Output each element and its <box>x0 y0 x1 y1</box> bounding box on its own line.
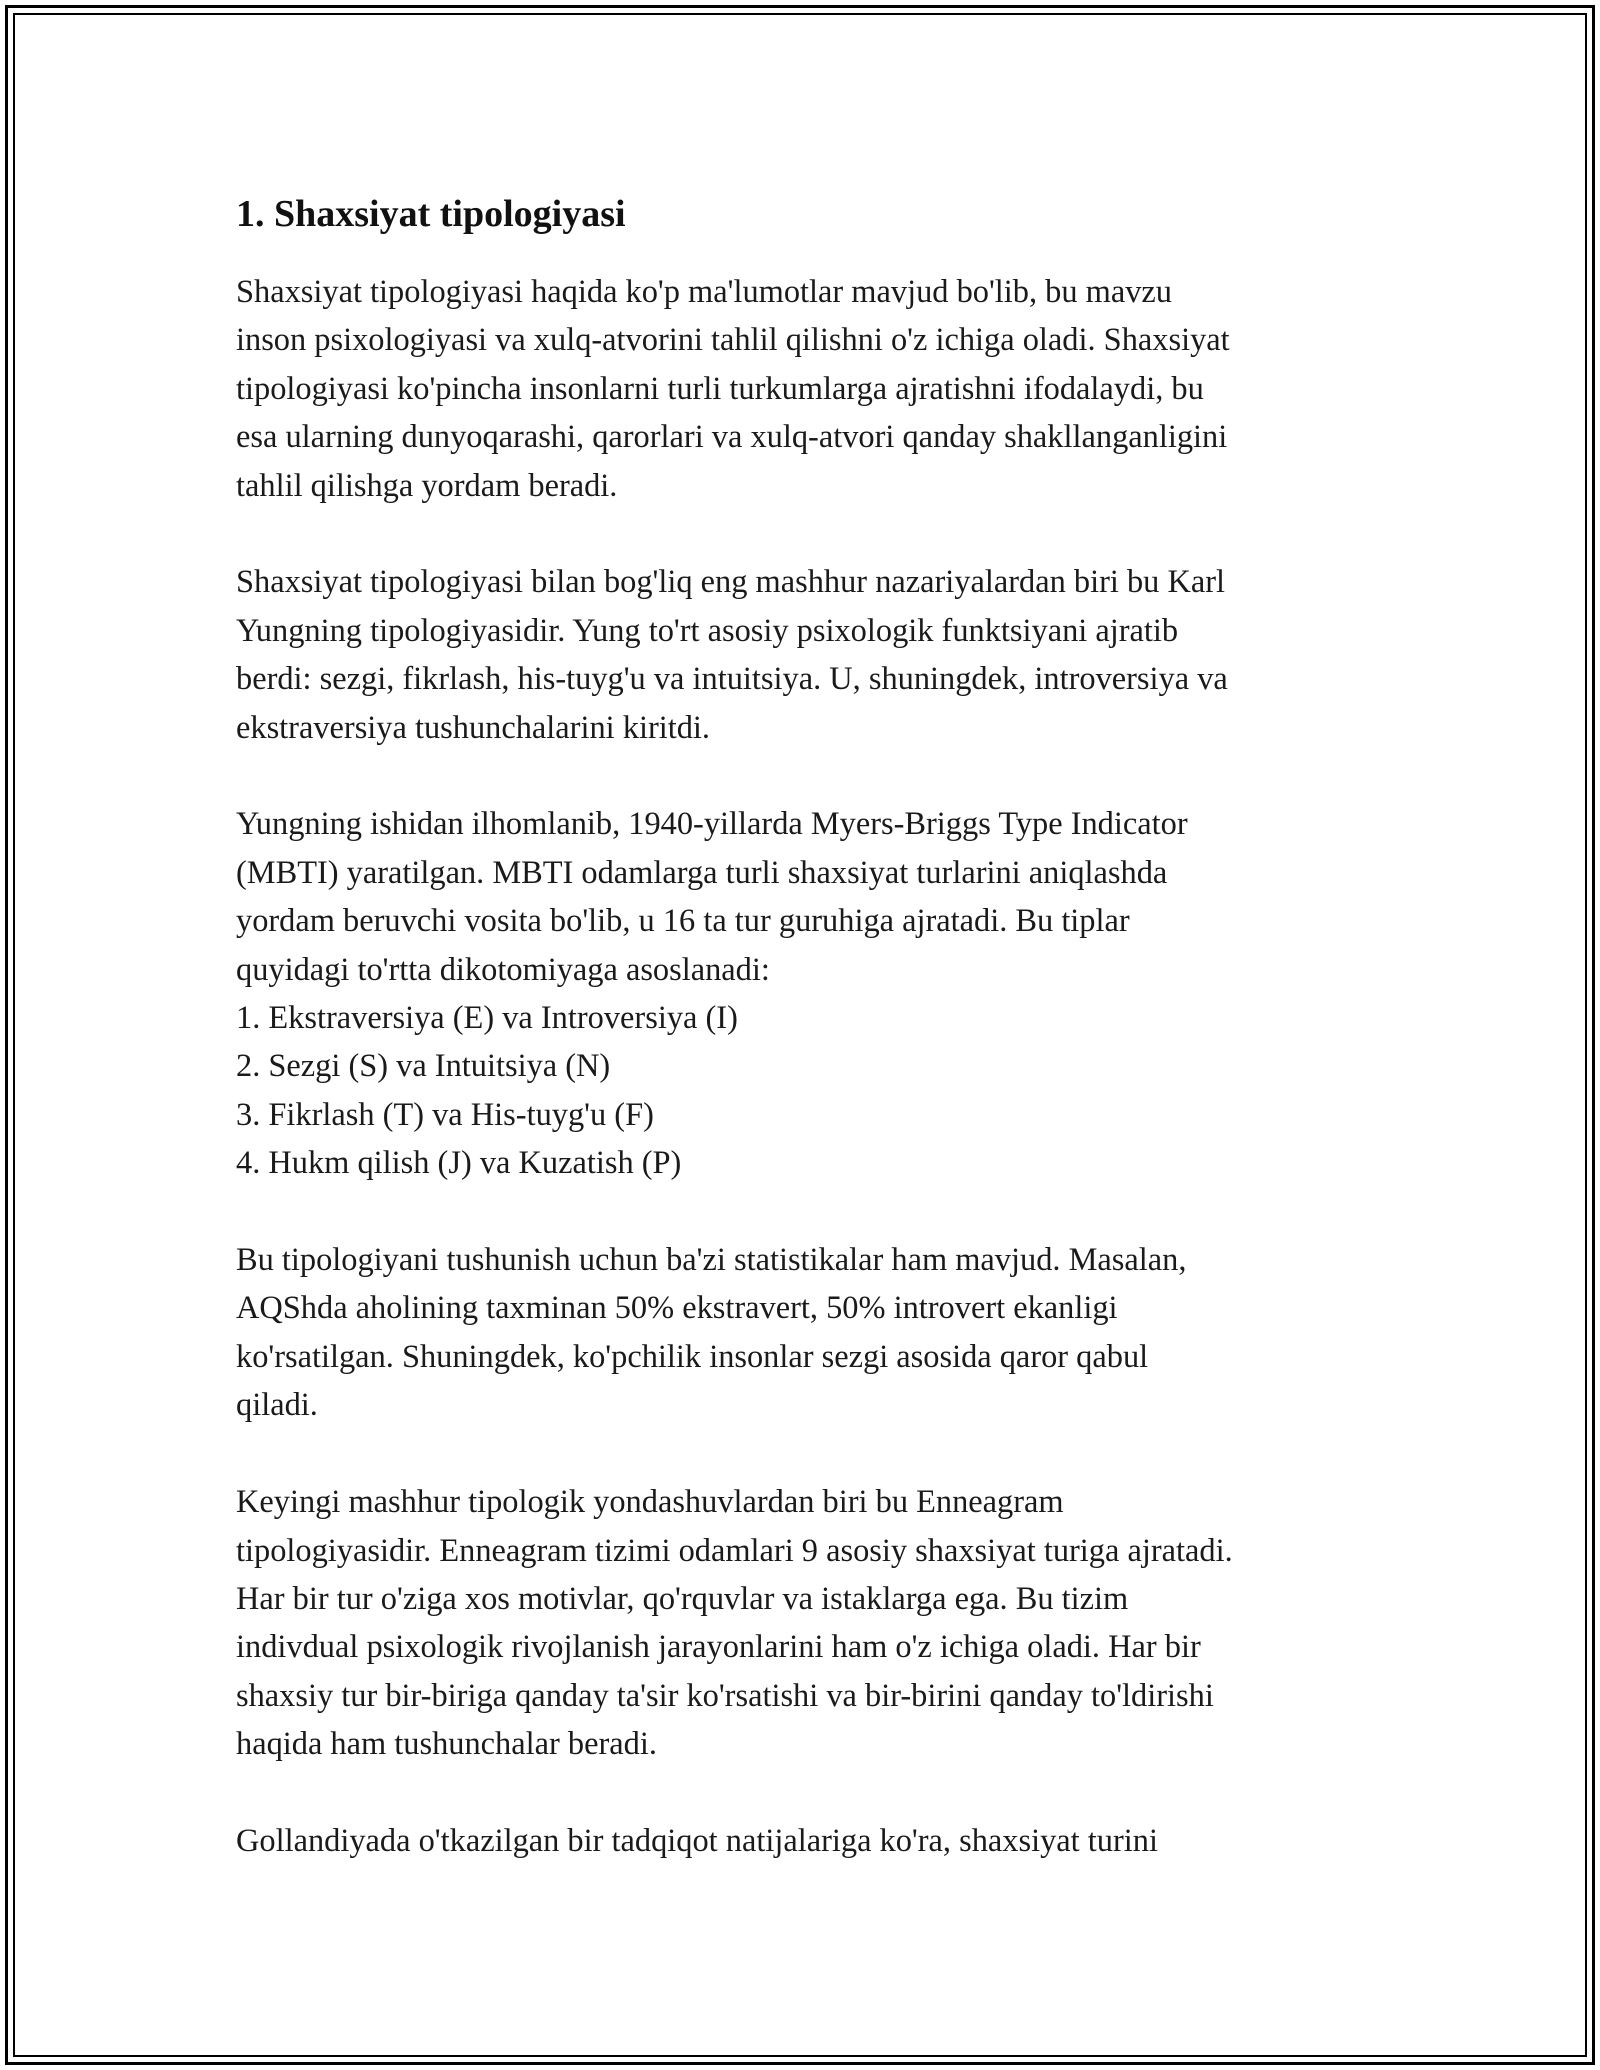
document-body <box>236 268 1376 1865</box>
text-line: Bu tipologiyani tushunish uchun ba'zi statistikalar ham mavjud. Masalan, <box>236 1242 1187 1279</box>
text-line: Shaxsiyat tipologiyasi haqida ko'p ma'lumotlar mavjud bo'lib, bu mavzu <box>236 274 1173 310</box>
text-line: Shaxsiyat tipologiyasi bilan bog'liq eng mashhur nazariyalardan biri bu Karl <box>236 564 1226 601</box>
paragraph <box>236 1478 1376 1768</box>
text-line: inson psixologiyasi va xulq-atvorini tahlil qilishni o'z ichiga oladi. Shaxsiyat <box>236 322 1230 359</box>
text-line: tipologiyasidir. Enneagram tizimi odamlari 9 asosiy shaxsiyat turiga ajratadi. <box>236 1532 1233 1569</box>
text-line: ekstraversiya tushunchalarini kiritdi. <box>236 709 711 746</box>
paragraph <box>236 800 1376 1187</box>
section-title: 1. Shaxsiyat tipologiyasi <box>236 193 626 235</box>
text-line: shaxsiy tur bir-biriga qanday ta'sir ko'rsatishi va bir-birini qanday to'ldirishi <box>236 1677 1214 1714</box>
text-line: 3. Fikrlash (T) va His-tuyg'u (F) <box>236 1096 654 1133</box>
text-line: Har bir tur o'ziga xos motivlar, qo'rquvlar va istaklarga ega. Bu tizim <box>236 1580 1129 1617</box>
text-line: Yungning tipologiyasidir. Yung to'rt asosiy psixologik funktsiyani ajratib <box>236 612 1179 649</box>
text-line: Gollandiyada o'tkazilgan bir tadqiqot natijalariga ko'ra, shaxsiyat turini <box>236 1822 1158 1859</box>
paragraph <box>236 1817 1376 1865</box>
text-line: berdi: sezgi, fikrlash, his-tuyg'u va intuitsiya. U, shuningdek, introversiya va <box>236 661 1228 698</box>
text-line: yordam beruvchi vosita bo'lib, u 16 ta tur guruhiga ajratadi. Bu tiplar <box>236 903 1130 940</box>
text-line: AQShda aholining taxminan 50% ekstravert, 50% introvert ekanligi <box>236 1290 1118 1327</box>
document-page <box>236 186 1376 1914</box>
text-line: (MBTI) yaratilgan. MBTI odamlarga turli shaxsiyat turlarini aniqlashda <box>236 854 1168 891</box>
text-line: ko'rsatilgan. Shuningdek, ko'pchilik insonlar sezgi asosida qaror qabul <box>236 1338 1149 1375</box>
text-line: tahlil qilishga yordam beradi. <box>236 467 618 504</box>
text-line: 4. Hukm qilish (J) va Kuzatish (P) <box>236 1145 682 1182</box>
paragraph <box>236 268 1376 510</box>
text-line: haqida ham tushunchalar beradi. <box>236 1726 657 1763</box>
text-line: indivdual psixologik rivojlanish jarayonlarini ham o'z ichiga oladi. Har bir <box>236 1629 1201 1666</box>
text-line: 2. Sezgi (S) va Intuitsiya (N) <box>236 1048 611 1085</box>
text-line: Keyingi mashhur tipologik yondashuvlardan biri bu Enneagram <box>236 1484 1064 1521</box>
text-line: esa ularning dunyoqarashi, qarorlari va xulq-atvori qanday shakllanganligini <box>236 419 1228 456</box>
text-line: quyidagi to'rtta dikotomiyaga asoslanadi: <box>236 951 770 988</box>
paragraph <box>236 1236 1376 1430</box>
text-line: tipologiyasi ko'pincha insonlarni turli turkumlarga ajratishni ifodalaydi, bu <box>236 370 1204 407</box>
paragraph <box>236 558 1376 752</box>
text-line: Yungning ishidan ilhomlanib, 1940-yillarda Myers-Briggs Type Indicator <box>236 806 1188 843</box>
text-line: 1. Ekstraversiya (E) va Introversiya (I) <box>236 1000 738 1037</box>
text-line: qiladi. <box>236 1387 318 1424</box>
